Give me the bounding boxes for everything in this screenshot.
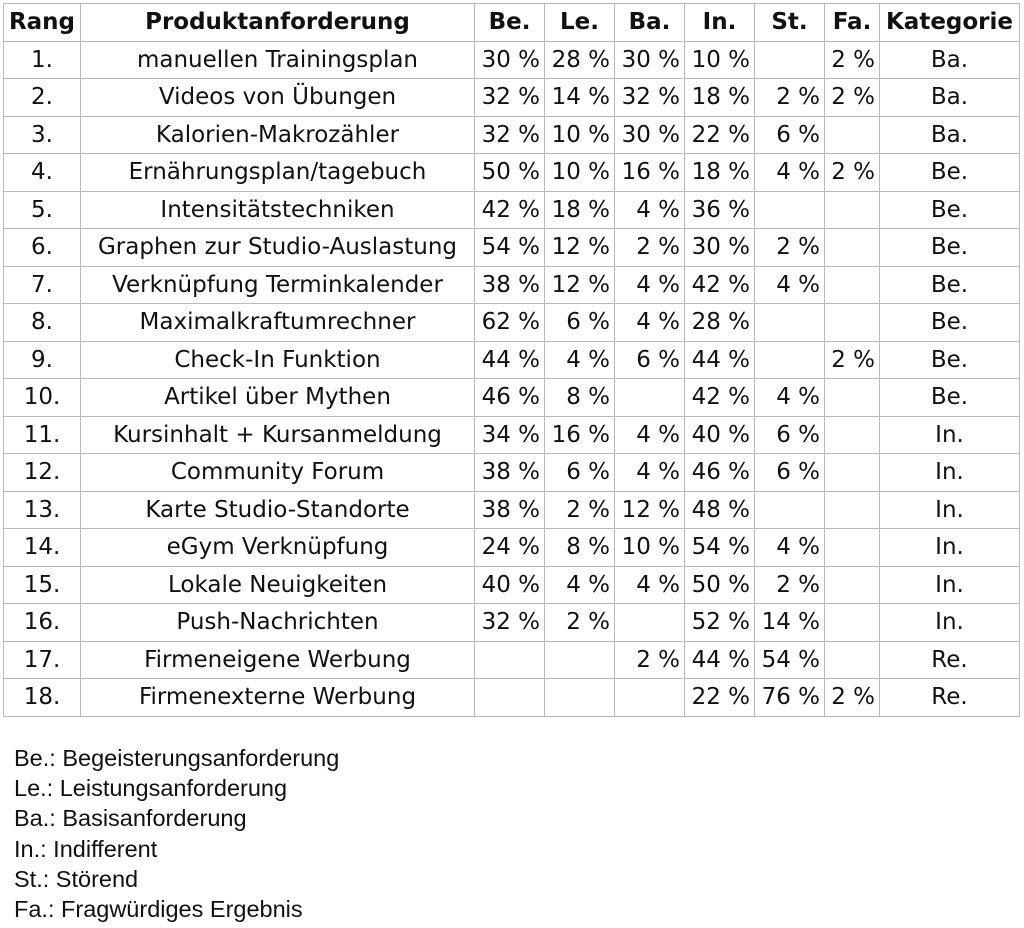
cell-st [755, 341, 825, 379]
cell-fa [825, 454, 880, 492]
cell-be [475, 679, 545, 717]
cell-produktanforderung: Lokale Neuigkeiten [81, 566, 475, 604]
cell-le: 16 % [545, 416, 615, 454]
cell-le: 12 % [545, 266, 615, 304]
cell-in: 36 % [685, 191, 755, 229]
table-header-row [4, 4, 1020, 42]
cell-be: 50 % [475, 154, 545, 192]
cell-produktanforderung: Kursinhalt + Kursanmeldung [81, 416, 475, 454]
table-row [4, 341, 1020, 379]
cell-in: 46 % [685, 454, 755, 492]
cell-fa [825, 641, 880, 679]
cell-le: 6 % [545, 454, 615, 492]
cell-produktanforderung: Ernährungsplan/tagebuch [81, 154, 475, 192]
cell-st: 54 % [755, 641, 825, 679]
cell-rang: 5. [4, 191, 81, 229]
cell-in: 48 % [685, 491, 755, 529]
cell-st: 6 % [755, 454, 825, 492]
cell-le: 28 % [545, 41, 615, 79]
cell-in: 50 % [685, 566, 755, 604]
cell-in: 22 % [685, 679, 755, 717]
cell-st: 2 % [755, 79, 825, 117]
cell-fa: 2 % [825, 341, 880, 379]
cell-st [755, 491, 825, 529]
cell-produktanforderung: Firmeneigene Werbung [81, 641, 475, 679]
cell-le: 6 % [545, 304, 615, 342]
cell-kategorie: Be. [880, 304, 1020, 342]
cell-fa [825, 266, 880, 304]
cell-st [755, 191, 825, 229]
cell-in: 28 % [685, 304, 755, 342]
cell-ba: 4 % [615, 566, 685, 604]
table-row [4, 454, 1020, 492]
cell-ba: 4 % [615, 266, 685, 304]
cell-be: 32 % [475, 604, 545, 642]
cell-le: 2 % [545, 491, 615, 529]
cell-ba: 16 % [615, 154, 685, 192]
cell-produktanforderung: Verknüpfung Terminkalender [81, 266, 475, 304]
cell-st: 4 % [755, 266, 825, 304]
cell-produktanforderung: Intensitätstechniken [81, 191, 475, 229]
cell-fa [825, 491, 880, 529]
cell-le: 8 % [545, 379, 615, 417]
cell-st: 2 % [755, 229, 825, 267]
cell-be: 32 % [475, 116, 545, 154]
cell-rang: 10. [4, 379, 81, 417]
cell-st: 76 % [755, 679, 825, 717]
cell-fa [825, 379, 880, 417]
cell-fa [825, 566, 880, 604]
cell-ba: 2 % [615, 641, 685, 679]
cell-in: 44 % [685, 341, 755, 379]
cell-st: 4 % [755, 529, 825, 567]
header-le: Le. [545, 4, 615, 42]
cell-kategorie: In. [880, 566, 1020, 604]
cell-produktanforderung: Firmenexterne Werbung [81, 679, 475, 717]
cell-ba [615, 604, 685, 642]
cell-in: 22 % [685, 116, 755, 154]
cell-be: 38 % [475, 454, 545, 492]
cell-kategorie: Be. [880, 191, 1020, 229]
cell-be: 46 % [475, 379, 545, 417]
cell-rang: 2. [4, 79, 81, 117]
header-st: St. [755, 4, 825, 42]
cell-st [755, 304, 825, 342]
cell-fa [825, 604, 880, 642]
legend-item-fa: Fa.: Fragwürdiges Ergebnis [14, 896, 303, 923]
cell-st: 14 % [755, 604, 825, 642]
cell-rang: 9. [4, 341, 81, 379]
table-row [4, 379, 1020, 417]
cell-ba: 4 % [615, 191, 685, 229]
legend-item-le: Le.: Leistungsanforderung [14, 775, 288, 802]
cell-le: 18 % [545, 191, 615, 229]
header-fa: Fa. [825, 4, 880, 42]
cell-le: 4 % [545, 341, 615, 379]
cell-ba: 10 % [615, 529, 685, 567]
cell-produktanforderung: Artikel über Mythen [81, 379, 475, 417]
header-kategorie: Kategorie [880, 4, 1020, 42]
legend-item-st: St.: Störend [14, 865, 139, 892]
legend [14, 743, 339, 924]
cell-produktanforderung: Maximalkraftumrechner [81, 304, 475, 342]
cell-ba: 4 % [615, 454, 685, 492]
header-ba: Ba. [615, 4, 685, 42]
cell-kategorie: In. [880, 491, 1020, 529]
cell-rang: 12. [4, 454, 81, 492]
cell-rang: 16. [4, 604, 81, 642]
cell-in: 42 % [685, 266, 755, 304]
cell-st: 6 % [755, 116, 825, 154]
cell-fa [825, 416, 880, 454]
cell-le [545, 679, 615, 717]
cell-ba: 30 % [615, 41, 685, 79]
cell-st: 6 % [755, 416, 825, 454]
cell-produktanforderung: Videos von Übungen [81, 79, 475, 117]
table-row [4, 416, 1020, 454]
header-produktanforderung: Produktanforderung [81, 4, 475, 42]
cell-produktanforderung: Karte Studio-Standorte [81, 491, 475, 529]
table-row [4, 679, 1020, 717]
cell-in: 30 % [685, 229, 755, 267]
cell-kategorie: In. [880, 454, 1020, 492]
cell-fa [825, 229, 880, 267]
cell-fa [825, 116, 880, 154]
table-row [4, 116, 1020, 154]
cell-le: 8 % [545, 529, 615, 567]
table-row [4, 229, 1020, 267]
cell-rang: 11. [4, 416, 81, 454]
cell-ba: 32 % [615, 79, 685, 117]
table-row [4, 191, 1020, 229]
cell-in: 44 % [685, 641, 755, 679]
cell-rang: 6. [4, 229, 81, 267]
table-row [4, 41, 1020, 79]
cell-ba: 6 % [615, 341, 685, 379]
cell-kategorie: Ba. [880, 116, 1020, 154]
cell-fa: 2 % [825, 79, 880, 117]
cell-ba [615, 379, 685, 417]
cell-be: 54 % [475, 229, 545, 267]
cell-be: 32 % [475, 79, 545, 117]
cell-ba: 12 % [615, 491, 685, 529]
cell-be: 42 % [475, 191, 545, 229]
cell-in: 18 % [685, 79, 755, 117]
cell-rang: 18. [4, 679, 81, 717]
cell-be: 40 % [475, 566, 545, 604]
cell-be: 38 % [475, 266, 545, 304]
cell-kategorie: In. [880, 416, 1020, 454]
cell-in: 18 % [685, 154, 755, 192]
cell-ba: 4 % [615, 304, 685, 342]
cell-produktanforderung: Kalorien-Makrozähler [81, 116, 475, 154]
cell-st: 4 % [755, 379, 825, 417]
cell-be [475, 641, 545, 679]
cell-produktanforderung: manuellen Trainingsplan [81, 41, 475, 79]
cell-kategorie: Re. [880, 679, 1020, 717]
legend-item-in: In.: Indifferent [14, 835, 158, 862]
header-in: In. [685, 4, 755, 42]
cell-le: 12 % [545, 229, 615, 267]
cell-ba: 2 % [615, 229, 685, 267]
table-row [4, 529, 1020, 567]
cell-fa: 2 % [825, 679, 880, 717]
table-row [4, 154, 1020, 192]
cell-kategorie: Be. [880, 154, 1020, 192]
cell-rang: 13. [4, 491, 81, 529]
cell-le: 14 % [545, 79, 615, 117]
cell-rang: 4. [4, 154, 81, 192]
cell-rang: 1. [4, 41, 81, 79]
cell-st [755, 41, 825, 79]
cell-kategorie: Be. [880, 266, 1020, 304]
cell-ba: 30 % [615, 116, 685, 154]
cell-rang: 14. [4, 529, 81, 567]
cell-rang: 15. [4, 566, 81, 604]
cell-le: 4 % [545, 566, 615, 604]
table-row [4, 604, 1020, 642]
cell-fa [825, 191, 880, 229]
cell-be: 30 % [475, 41, 545, 79]
cell-be: 34 % [475, 416, 545, 454]
cell-be: 62 % [475, 304, 545, 342]
cell-le: 10 % [545, 154, 615, 192]
cell-le [545, 641, 615, 679]
table-row [4, 641, 1020, 679]
cell-rang: 17. [4, 641, 81, 679]
cell-in: 52 % [685, 604, 755, 642]
cell-ba: 4 % [615, 416, 685, 454]
cell-le: 2 % [545, 604, 615, 642]
header-rang: Rang [4, 4, 81, 42]
cell-kategorie: Re. [880, 641, 1020, 679]
cell-le: 10 % [545, 116, 615, 154]
cell-in: 54 % [685, 529, 755, 567]
cell-in: 10 % [685, 41, 755, 79]
cell-kategorie: In. [880, 529, 1020, 567]
table-row [4, 566, 1020, 604]
cell-fa [825, 304, 880, 342]
cell-kategorie: Ba. [880, 79, 1020, 117]
cell-kategorie: Be. [880, 229, 1020, 267]
cell-kategorie: Be. [880, 341, 1020, 379]
cell-produktanforderung: Community Forum [81, 454, 475, 492]
table-row [4, 266, 1020, 304]
cell-be: 44 % [475, 341, 545, 379]
legend-item-ba: Ba.: Basisanforderung [14, 805, 247, 832]
cell-fa: 2 % [825, 154, 880, 192]
cell-rang: 7. [4, 266, 81, 304]
table-row [4, 304, 1020, 342]
cell-st: 2 % [755, 566, 825, 604]
cell-be: 38 % [475, 491, 545, 529]
header-be: Be. [475, 4, 545, 42]
cell-rang: 8. [4, 304, 81, 342]
cell-be: 24 % [475, 529, 545, 567]
table-row [4, 491, 1020, 529]
cell-fa [825, 529, 880, 567]
cell-produktanforderung: Check-In Funktion [81, 341, 475, 379]
cell-fa: 2 % [825, 41, 880, 79]
requirements-table [3, 3, 1020, 717]
cell-in: 42 % [685, 379, 755, 417]
cell-rang: 3. [4, 116, 81, 154]
cell-in: 40 % [685, 416, 755, 454]
cell-ba [615, 679, 685, 717]
cell-kategorie: In. [880, 604, 1020, 642]
cell-st: 4 % [755, 154, 825, 192]
cell-kategorie: Ba. [880, 41, 1020, 79]
cell-produktanforderung: Graphen zur Studio-Auslastung [81, 229, 475, 267]
legend-item-be: Be.: Begeisterungsanforderung [14, 745, 340, 771]
table-row [4, 79, 1020, 117]
cell-kategorie: Be. [880, 379, 1020, 417]
cell-produktanforderung: Push-Nachrichten [81, 604, 475, 642]
cell-produktanforderung: eGym Verknüpfung [81, 529, 475, 567]
